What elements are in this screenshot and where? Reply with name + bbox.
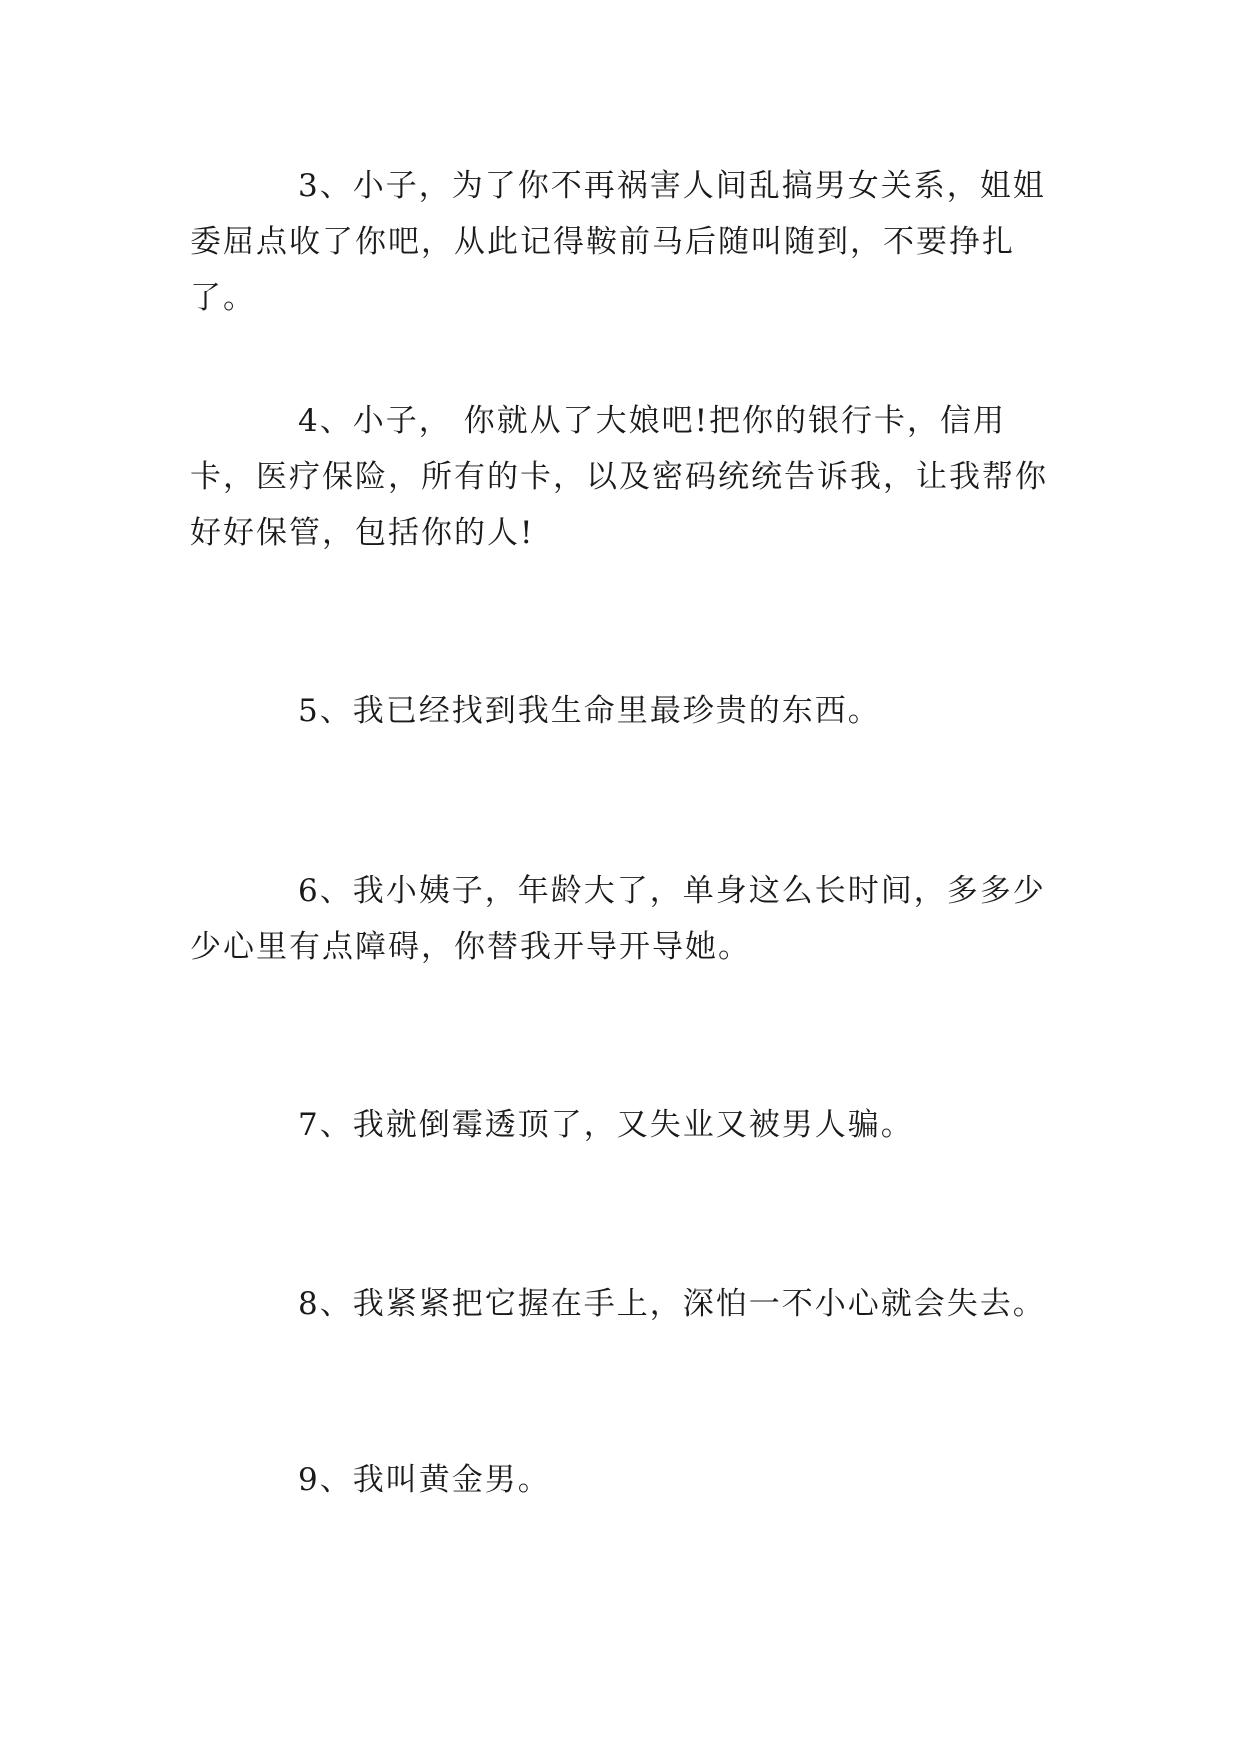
paragraph-6: 6、我小姨子，年龄大了，单身这么长时间，多多少少心里有点障碍，你替我开导开导她。: [190, 873, 1046, 965]
paragraph-5: 5、我已经找到我生命里最珍贵的东西。: [298, 693, 881, 729]
paragraph-4: 4、小子， 你就从了大娘吧!把你的银行卡，信用卡，医疗保险，所有的卡，以及密码统统告诉我，让我帮你好好保管，包括你的人!: [190, 403, 1048, 551]
paragraph-8: 8、我紧紧把它握在手上，深怕一不小心就会失去。: [298, 1286, 1046, 1322]
paragraph-9: 9、我叫黄金男。: [298, 1462, 551, 1498]
paragraph-3: 3、小子，为了你不再祸害人间乱搞男女关系，姐姐委屈点收了你吧，从此记得鞍前马后随叫随到，不要挣扎了。: [190, 168, 1046, 316]
paragraph-7: 7、我就倒霉透顶了，又失业又被男人骗。: [298, 1107, 914, 1143]
